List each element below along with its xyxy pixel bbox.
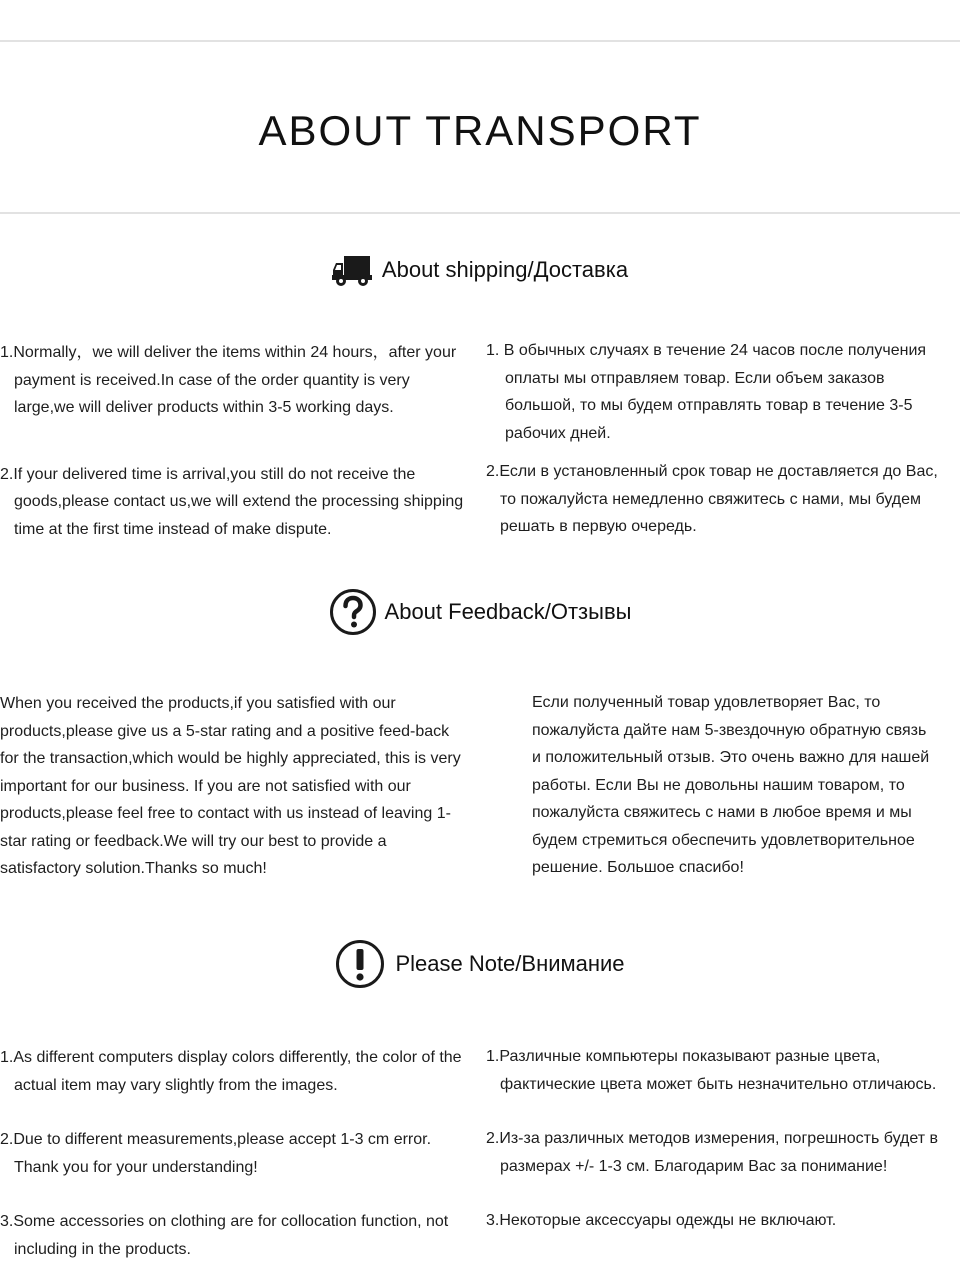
shipping-heading-row (0, 253, 960, 287)
feedback-ru-text: Если полученный товар удовлетворяет Вас, то пожалуйста дайте нам 5-звездочную обратную связь и положительный отзыв. Это очень важно для нашей работы. Если Вы не довольны нашим товаром, то пожалуйста свяжитесь с нами в любое время и мы будем стремиться обеспечить удовлетворительное решение. Большое спасибо! (532, 694, 930, 876)
question-icon (329, 588, 377, 636)
note-en-item-2: 2.Due to different measurements,please accept 1-3 cm error. Thank you for your understanding! (0, 1131, 432, 1176)
shipping-ru-column (486, 337, 938, 541)
feedback-heading: About Feedback/Отзывы (384, 599, 632, 624)
top-divider (0, 40, 960, 42)
truck-icon (332, 253, 372, 287)
note-en-column (0, 1044, 462, 1263)
page-title: ABOUT TRANSPORT (258, 107, 702, 154)
note-heading: Please Note/Внимание (395, 951, 625, 976)
note-ru-item-1: 1.Различные компьютеры показывают разные цвета, фактические цвета может быть незначительно отличаюсь. (486, 1048, 937, 1093)
note-en-item-1: 1.As different computers display colors differently, the color of the actual item may vary slightly from the images. (0, 1049, 462, 1094)
note-heading-row (0, 938, 960, 990)
title-divider (0, 212, 960, 214)
shipping-en-item-1: 1.Normally，we will deliver the items within 24 hours，after your payment is received.In case of the order quantity is very large,we will deliver products within 3-5 working days. (0, 344, 457, 416)
note-ru-column (486, 1043, 960, 1235)
feedback-heading-row (0, 588, 960, 636)
shipping-en-item-2: 2.If your delivered time is arrival,you still do not receive the goods,please contact us,we will extend the processing shipping time at the first time instead of make dispute. (0, 465, 464, 538)
note-ru-item-3: 3.Некоторые аксессуары одежды не включают. (486, 1212, 837, 1229)
shipping-en-column (0, 339, 466, 543)
feedback-en-text: When you received the products,if you satisfied with our products,please give us a 5-star rating and a positive feed-back for the transaction,which would be highly appreciated, this is very important for our business. If you are not satisfied with our products,please feel free to contact with us instead of leaving 1- star rating or feedback.We will try our best to provide a satisfactory solution.Thanks so much! (0, 695, 461, 877)
note-en-item-3: 3.Some accessories on clothing are for collocation function, not including in the products. (0, 1213, 449, 1258)
shipping-ru-item-1: 1. В обычных случаях в течение 24 часов после получения оплаты мы отправляем товар. Если объем заказов большой, то мы будем отправлять товар в течение 3-5 рабочих дней. (486, 342, 927, 442)
exclamation-icon (335, 938, 385, 990)
shipping-heading: About shipping/Доставка (381, 257, 629, 282)
shipping-ru-item-2: 2.Если в установленный срок товар не доставляется до Вас, то пожалуйста немедленно свяжитесь с нами, мы будем решать в первую очередь. (486, 463, 938, 535)
note-ru-item-2: 2.Из-за различных методов измерения, погрешность будет в размерах +/- 1-3 см. Благодарим Вас за понимание! (486, 1130, 939, 1175)
